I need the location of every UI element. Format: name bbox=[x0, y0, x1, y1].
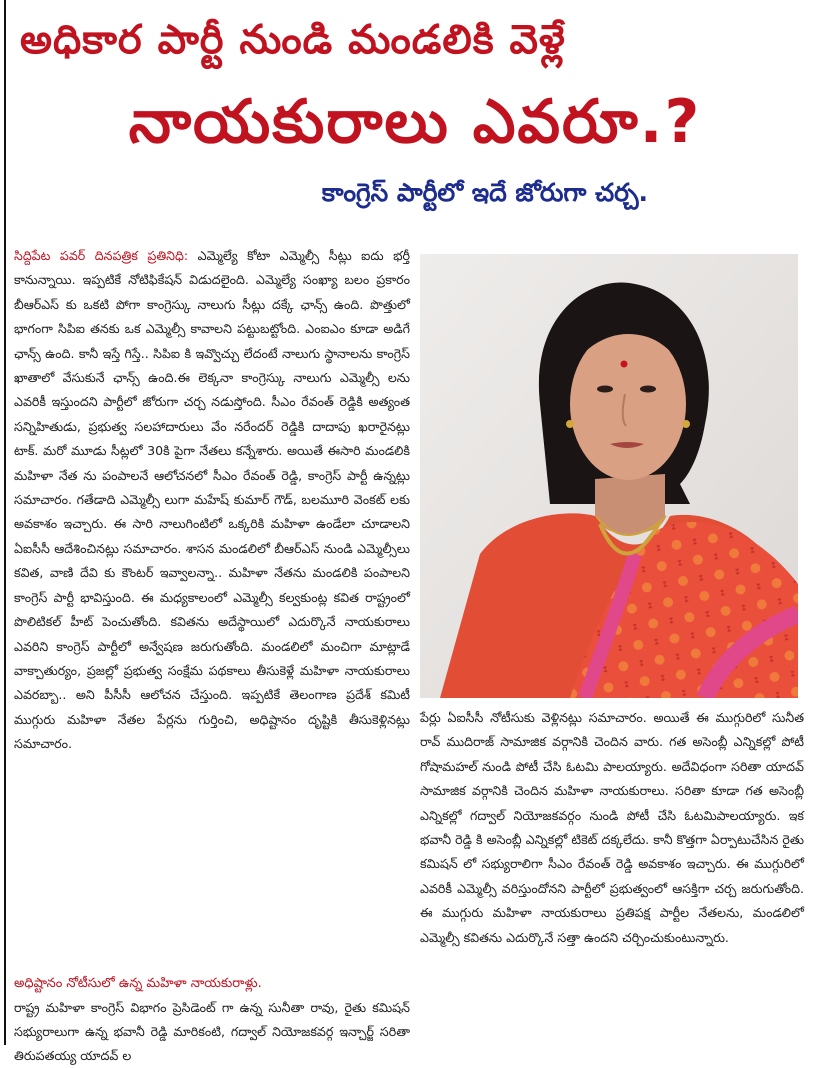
article-column-left-continued: రాష్ట్ర మహిళా కాంగ్రెస్ విభాగం ప్రెసిడెంట్ గా ఉన్న సునీతా రావు, రైతు కమిషన్ సభ్యురాలుగా ఉన్న భవానీ రెడ్డి మారికంటి, గద్వాల్ నియోజకవర్గ ఇన్చార్జ్ సరితా తిరుపతయ్య యాదవ్ ల bbox=[14, 1000, 410, 1063]
left-column-rule bbox=[4, 0, 6, 1045]
portrait-photo bbox=[420, 254, 798, 698]
article-body-text: ఎమ్మెల్యే కోటా ఎమ్మెల్సీ సీట్లు ఐదు భర్తీ కానున్నాయి. ఇప్పటికే నోటిఫికేషన్ విడుదలైంది. ఎమ్మెల్యే సంఖ్యా బలం ప్రకారం బీఆర్ఎస్ కు ఒకటి పోగా కాంగ్రెస్కు నాలుగు సీట్లు దక్కే ఛాన్స్ ఉంది. పొత్తులో భాగంగా సిపిఐ తనకు ఒక ఎమ్మెల్సీ కావాలని పట్టుబట్టోంది. ఎంఐఎం కూడా అడిగే ఛాన్స్ ఉంది. కానీ ఇస్తే గిస్తే.. సిపిఐ కి ఇవ్వొచ్చు లేదంటే నాలుగు స్థానాలను కాంగ్రెస్ ఖాతాలో వేసుకునే ఛాన్స్ ఉంది.ఈ లెక్కనా కాంగ్రెస్కు నాలుగు ఎమ్మెల్సీ లను ఎవరికీ ఇస్తుందని పార్టీలో జోరుగా చర్చ నడుస్తోంది. సీఎం రేవంత్ రెడ్డికి అత్యంత సన్నిహితుడు, ప్రభుత్వ సలహాదారులు వేం నరేందర్ రెడ్డికి దాదాపు ఖరారైనట్లు టాక్. మరో మూడు సీట్లలో 30కి పైగా నేతలు కన్నేశారు. అయితే ఈసారి మండలికి మహిళా నేత ను పంపాలనే ఆలోచనలో సీఎం రేవంత్ రెడ్డి, కాంగ్రెస్ పార్టీ ఉన్నట్లు సమాచారం. గతేడాది ఎమ్మెల్సీ లుగా మహేష్ కుమార్ గౌడ్, బలమూరి వెంకట్ లకు అవకాశం ఇచ్చారు. ఈ సారి నాలుగింటిలో ఒక్కరికి మహిళా ఉండేలా చూడాలని ఏఐసీసీ ఆదేశించినట్లు సమాచారం. శాసన మండలిలో బీఆర్ఎస్ నుండి ఎమ్మెల్సీలు కవిత, వాణి దేవి కు కౌంటర్ ఇవ్వాలన్నా.. మహిళా నేతను మండలికి పంపాలని కాంగ్రెస్ పార్టీ భావిస్తుంది. ఈ మధ్యకాలంలో ఎమ్మెల్సీ కల్వకుంట్ల కవిత రాష్ట్రంలో పొలిటికల్ హీట్ పెంచుతోంది. కవితను అదేస్థాయిలో ఎదుర్కొనే నాయకురాలు ఎవరిని కాంగ్రెస్ పార్టీలో అన్వేషణ జరుగుతోంది. మండలిలో మంచిగా మాట్లాడే వాక్చాతుర్యం, ప్రజల్లో ప్రభుత్వ సంక్షేమ పథకాలు తీసుకెళ్లే మహిళా నాయకురాలు ఎవరబ్బా.. అని పీసీసీ ఆలోచన చేస్తుంది. ఇప్పటికే తెలంగాణ ప్రదేశ్ కమిటీ ముగ్గురు మహిళా నేతల పేర్లను గుర్తించి, అధిష్టానం దృష్టికి తీసుకెళ్లినట్లు సమాచారం. bbox=[14, 248, 410, 752]
headline-line-2: నాయకురాలు ఎవరూ.? bbox=[128, 87, 702, 157]
article-body-paragraph bbox=[14, 244, 410, 757]
headline-line-1: అధికార పార్టీ నుండి మండలికి వెళ్లే bbox=[20, 17, 566, 63]
dateline: సిద్దిపేట పవర్ దినపత్రిక ప్రతినిధి: bbox=[14, 248, 189, 263]
portrait-illustration bbox=[420, 254, 798, 698]
section-heading: అధిష్టానం నోటీసులో ఉన్న మహిళా నాయకురాళ్లు. bbox=[14, 976, 262, 991]
article-column-right: పేర్లు ఏఐసీసీ నోటీసుకు వెళ్లినట్లు సమాచారం. అయితే ఈ ముగ్గురిలో సునీత రావ్ ముదిరాజ్ సామాజిక వర్గానికి చెందిన వారు. గత అసెంబ్లీ ఎన్నికల్లో పోటీ గోషామహల్ నుండి పోటీ చేసి ఓటమి పాలయ్యారు. అదేవిధంగా సరితా యాదవ్ సామాజిక వర్గానికి చెందిన మహిళా నాయకురాలు. సరితా కూడా గత అసెంబ్లీ ఎన్నికల్లో గద్వాల్ నియోజకవర్గం నుండి పోటీ చేసి ఓటమిపాలయ్యారు. ఇక భవానీ రెడ్డి కి అసెంబ్లీ ఎన్నికల్లో టికెట్ దక్కలేదు. కానీ కొత్తగా ఏర్పాటుచేసిన రైతు కమిషన్ లో సభ్యురాలిగా సీఎం రేవంత్ రెడ్డి అవకాశం ఇచ్చారు. ఈ ముగ్గురిలో ఎవరికీ ఎమ్మెల్సీ వరిస్తుందోనని పార్టీలో ప్రభుత్వంలో ఆసక్తిగా చర్చ జరుగుతోంది. ఈ ముగ్గురు మహిళా నాయకురాలు ప్రతిపక్ష పార్టీల నేతలను, మండలిలో ఎమ్మెల్సీ కవితను ఎదుర్కొనే సత్తా ఉందని చర్చించుకుంటున్నారు. bbox=[420, 710, 804, 945]
article-column-left bbox=[14, 244, 410, 757]
subheadline: కాంగ్రెస్ పార్టీలో ఇదే జోరుగా చర్చ. bbox=[321, 178, 649, 207]
